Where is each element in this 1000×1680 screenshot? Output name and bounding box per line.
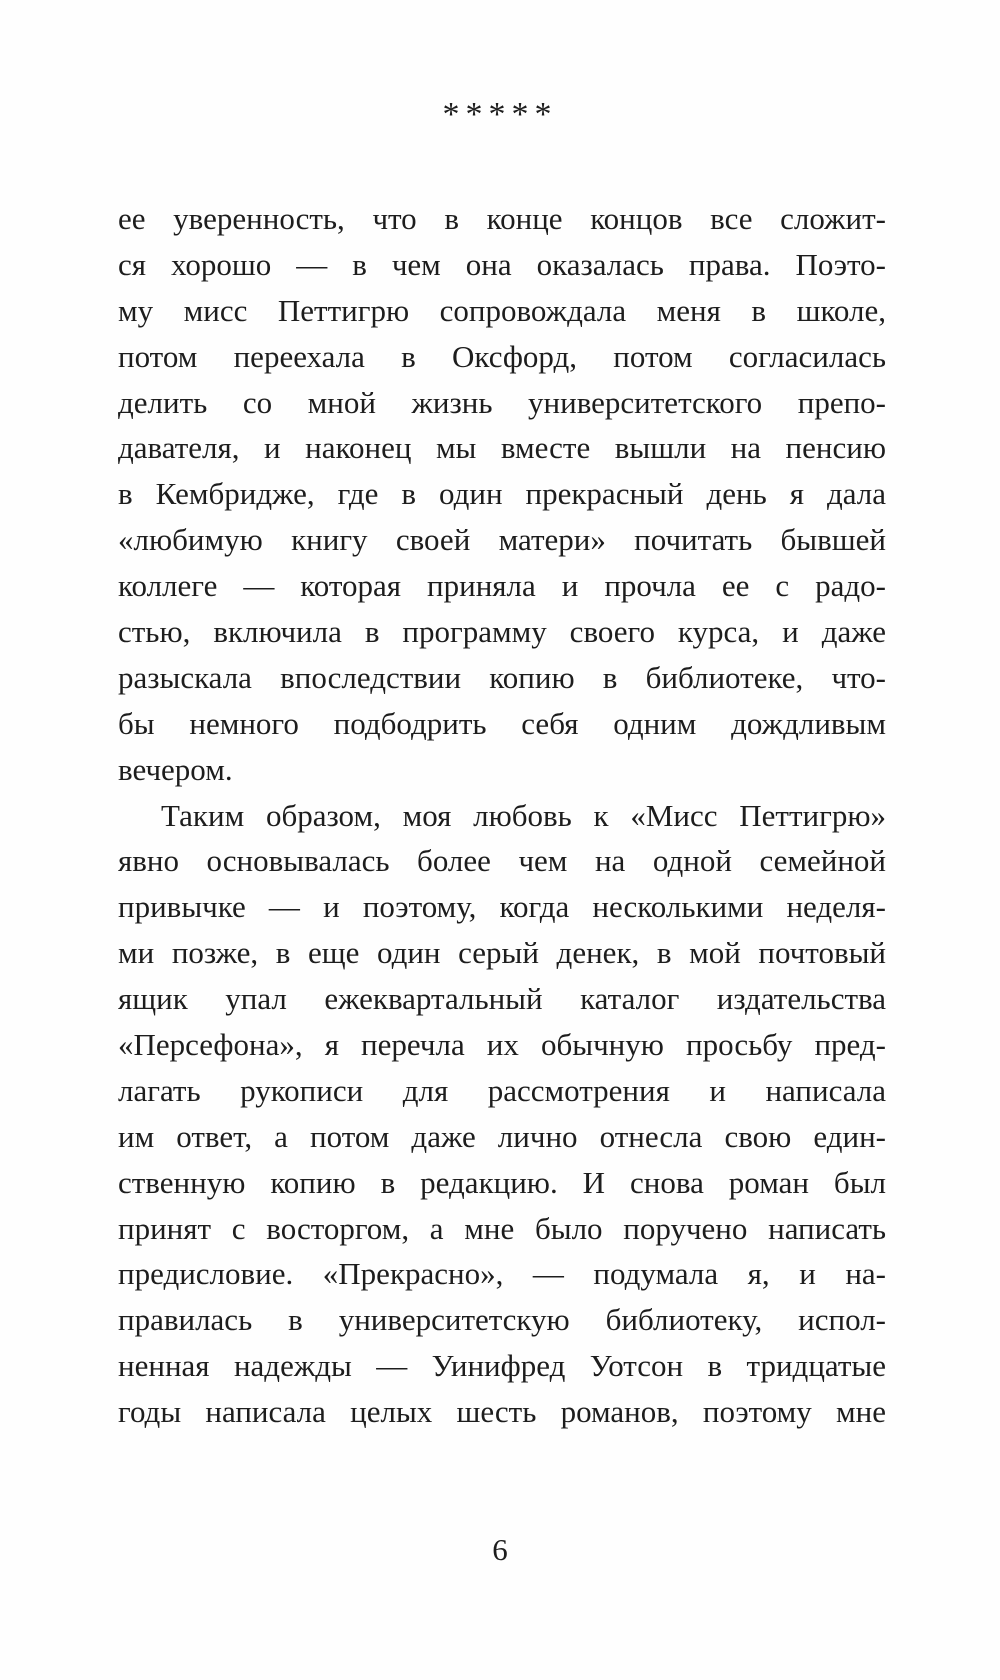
text-line: ся хорошо — в чем она оказалась права. Поэто- bbox=[118, 246, 886, 282]
text-line: ненная надежды — Уинифред Уотсон в тридцатые bbox=[118, 1348, 886, 1384]
text-line: «Персефона», я перечла их обычную просьбу пред- bbox=[118, 1027, 886, 1063]
text-line: му мисс Петтигрю сопровождала меня в школе, bbox=[118, 292, 886, 328]
text-line: давателя, и наконец мы вместе вышли на пенсию bbox=[118, 430, 886, 466]
text-line: лагать рукописи для рассмотрения и написала bbox=[118, 1072, 886, 1108]
text-line: явно основывалась более чем на одной семейной bbox=[118, 843, 886, 879]
page-number: 6 bbox=[492, 1532, 508, 1567]
text-line: коллеге — которая приняла и прочла ее с радо- bbox=[118, 568, 886, 604]
text-line: «любимую книгу своей матери» почитать бывшей bbox=[118, 522, 886, 558]
text-line: ственную копию в редакцию. И снова роман был bbox=[118, 1164, 886, 1200]
text-line: принят с восторгом, а мне было поручено написать bbox=[118, 1210, 886, 1246]
text-line: предисловие. «Прекрасно», — подумала я, и на- bbox=[118, 1256, 886, 1292]
paragraph-1 bbox=[118, 196, 886, 793]
text-line: стью, включила в программу своего курса, и даже bbox=[118, 614, 886, 650]
text-line: правилась в университетскую библиотеку, испол- bbox=[118, 1302, 886, 1338]
text-line: привычке — и поэтому, когда несколькими неделя- bbox=[118, 889, 886, 925]
text-line: бы немного подбодрить себя одним дождливым bbox=[118, 705, 886, 741]
text-line: ми позже, в еще один серый денек, в мой почтовый bbox=[118, 935, 886, 971]
text-line: разыскала впоследствии копию в библиотеке, что- bbox=[118, 659, 886, 695]
section-break-ornament: ***** bbox=[442, 96, 558, 133]
text-line: ящик упал ежеквартальный каталог издательства bbox=[118, 981, 886, 1017]
text-line: Таким образом, моя любовь к «Мисс Петтигрю» bbox=[161, 797, 886, 833]
body-text bbox=[118, 196, 886, 1435]
text-line: годы написала целых шесть романов, поэтому мне bbox=[118, 1394, 886, 1430]
text-line: в Кембридже, где в один прекрасный день я дала bbox=[118, 476, 886, 512]
text-line: вечером. bbox=[118, 751, 233, 787]
text-line: им ответ, а потом даже лично отнесла свою един- bbox=[118, 1118, 886, 1154]
paragraph-2 bbox=[118, 793, 886, 1435]
text-line: делить со мной жизнь университетского препо- bbox=[118, 384, 886, 420]
text-line: ее уверенность, что в конце концов все сложит- bbox=[118, 201, 886, 236]
text-line: потом переехала в Оксфорд, потом согласилась bbox=[118, 338, 886, 374]
